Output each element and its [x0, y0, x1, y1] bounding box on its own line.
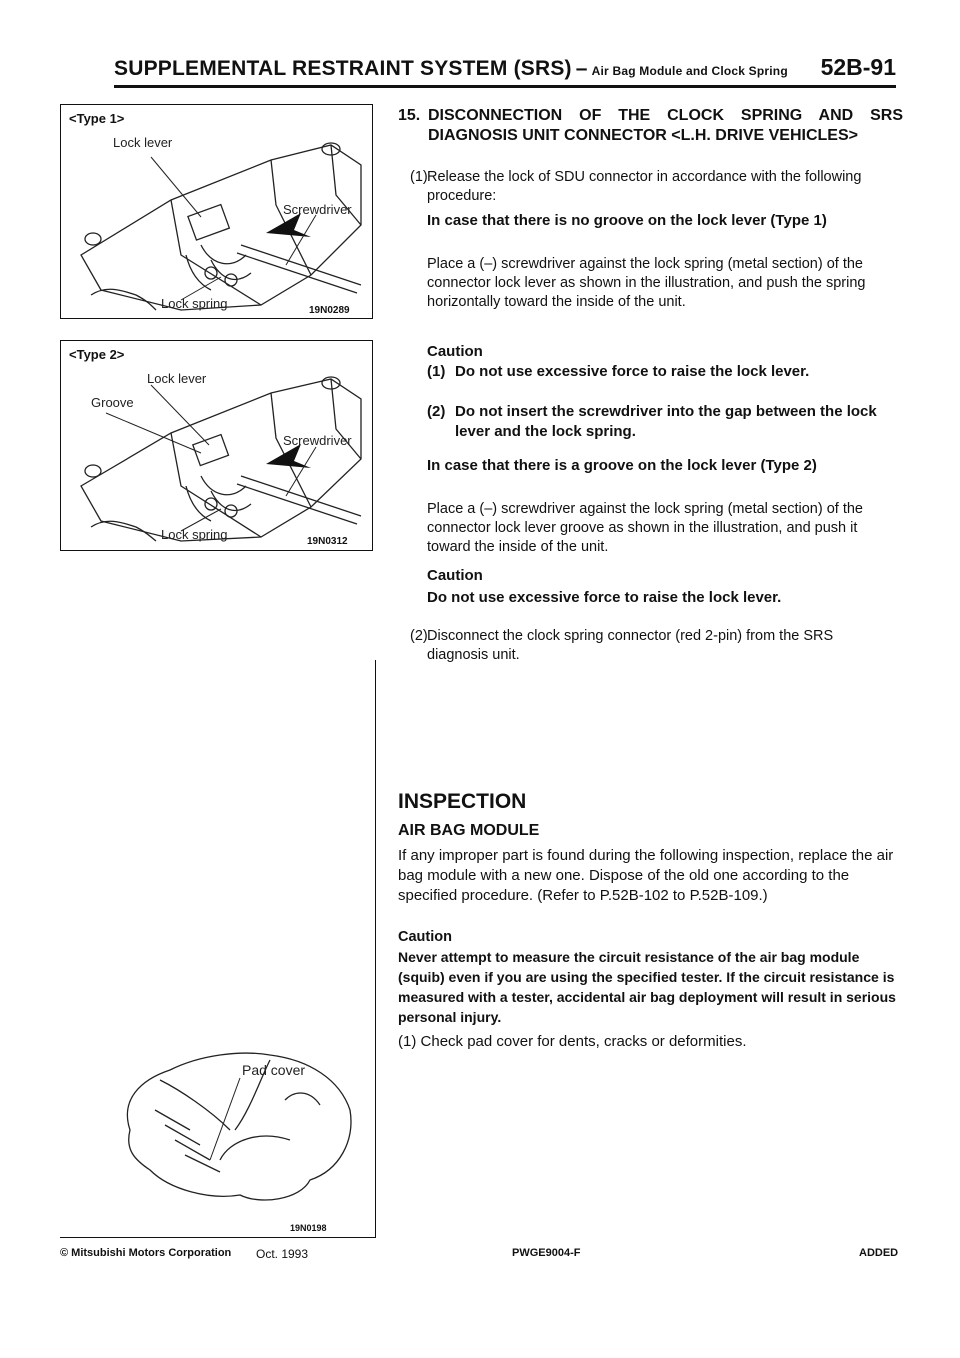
pad-figure-code: 19N0198: [290, 1223, 327, 1233]
caution-label-2: Caution: [427, 567, 483, 584]
case-2-heading: In case that there is a groove on the lock lever (Type 2): [427, 457, 817, 474]
type2-tag: <Type 2>: [69, 347, 125, 362]
page-header: [114, 54, 896, 88]
type1-screwdriver-label: Screwdriver: [283, 202, 352, 217]
header-dash: –: [575, 57, 588, 80]
step-1: [410, 168, 897, 206]
inspection-heading: INSPECTION: [398, 790, 527, 813]
step-1-text: Release the lock of SDU connector in accordance with the following procedure:: [427, 169, 862, 204]
case-1-heading: In case that there is no groove on the lock lever (Type 1): [427, 212, 827, 229]
footer-code: PWGE9004-F: [512, 1247, 581, 1259]
caution-2-text: Do not insert the screwdriver into the gap between the lock lever and the lock spring.: [455, 403, 877, 440]
footer-status: ADDED: [859, 1247, 899, 1259]
check-1-text: Check pad cover for dents, cracks or deformities.: [420, 1033, 747, 1050]
step-2: [410, 627, 897, 665]
section-15-heading: [398, 106, 903, 146]
type1-figure-code: 19N0289: [309, 305, 350, 316]
caution-3: Do not use excessive force to raise the lock lever.: [427, 589, 782, 606]
case-1-text: Place a (–) screwdriver against the lock spring (metal section) of the connector lock lever as shown in the illustration, and push the spring horizontally toward the inside of the unit.: [427, 256, 866, 310]
caution-2: [427, 402, 897, 442]
inspection-subheading: AIR BAG MODULE: [398, 822, 540, 839]
inspection-body: If any improper part is found during the following inspection, replace the air bag module with a new one. Dispose of the old one according to the specified procedure. (Refer to P.52B-102 to P.52B-109.): [398, 847, 894, 904]
type2-figure-code: 19N0312: [307, 536, 348, 547]
figure-type2: [60, 340, 373, 551]
caution-1-number: (1): [427, 363, 446, 380]
section-number: 15.: [398, 107, 421, 124]
page-number: 52B-91: [820, 54, 896, 80]
step-2-number: (2): [410, 628, 428, 644]
type2-lock-lever-label: Lock lever: [147, 371, 207, 386]
pad-cover-illustration: [60, 660, 376, 1238]
type2-lock-spring-label: Lock spring: [161, 527, 228, 542]
caution-1: [427, 362, 897, 382]
type1-lock-lever-label: Lock lever: [113, 135, 173, 150]
type2-screwdriver-label: Screwdriver: [283, 433, 352, 448]
figure-pad-cover: [60, 660, 376, 1238]
type2-groove-label: Groove: [91, 395, 134, 410]
footer-date: Oct. 1993: [256, 1247, 309, 1261]
caution-2-number: (2): [427, 403, 446, 420]
check-1-number: (1): [398, 1033, 417, 1050]
type1-lock-spring-label: Lock spring: [161, 296, 228, 311]
inspection-check-1: [398, 1032, 903, 1051]
footer-copyright: © Mitsubishi Motors Corporation: [60, 1247, 232, 1259]
inspection-caution-text: Never attempt to measure the circuit resistance of the air bag module (squib) even if you are using the specified tester. If the circuit resistance is measured with a tester, accidental air bag deployment will result in serious personal injury.: [398, 949, 896, 1025]
type1-tag: <Type 1>: [69, 111, 125, 126]
step-2-text: Disconnect the clock spring connector (red 2-pin) from the SRS diagnosis unit.: [427, 628, 834, 663]
header-subtitle: Air Bag Module and Clock Spring: [591, 64, 788, 78]
inspection-caution-label: Caution: [398, 929, 452, 945]
section-heading-text: DISCONNECTION OF THE CLOCK SPRING AND SRS DIAGNOSIS UNIT CONNECTOR <L.H. DRIVE VEHICLES>: [428, 107, 903, 144]
pad-cover-label: Pad cover: [242, 1062, 306, 1078]
header-title: SUPPLEMENTAL RESTRAINT SYSTEM (SRS): [114, 57, 572, 80]
figure-type1: [60, 104, 373, 319]
header-title-block: [114, 57, 788, 81]
caution-1-text: Do not use excessive force to raise the lock lever.: [455, 363, 810, 380]
case-2-text: Place a (–) screwdriver against the lock spring (metal section) of the connector lock lever groove as shown in the illustration, and push it toward the inside of the unit.: [427, 501, 863, 555]
caution-label-1: Caution: [427, 343, 483, 360]
step-1-number: (1): [410, 169, 428, 185]
